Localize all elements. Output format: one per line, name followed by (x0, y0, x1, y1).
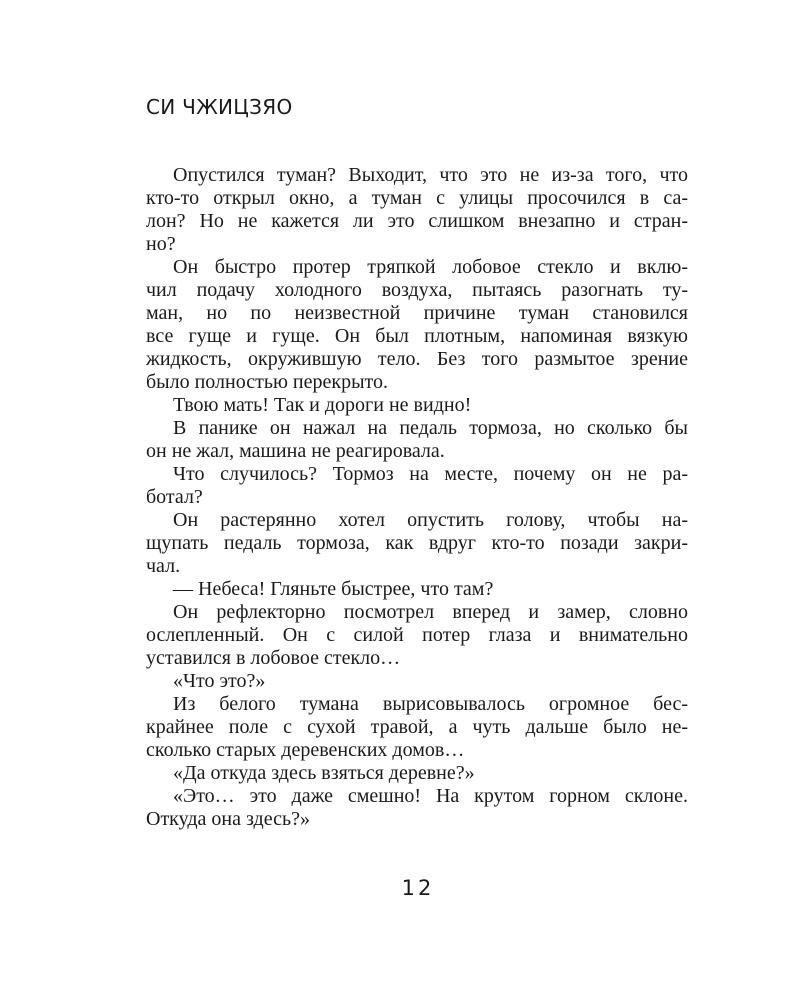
text-line: сколько старых деревенских домов… (146, 739, 465, 761)
text-line: «Что это?» (173, 670, 266, 692)
text-line: кто-то открыл окно, а туман с улицы просочился в са- (146, 187, 688, 209)
body-text (146, 164, 688, 831)
text-line: все гуще и гуще. Он был плотным, напоминая вязкую (146, 325, 688, 347)
text-line: «Да откуда здесь взяться деревне?» (173, 762, 475, 784)
text-line: Из белого тумана вырисовывалось огромное бес- (173, 693, 688, 715)
text-line: но? (146, 233, 176, 255)
text-line: ослепленный. Он с силой потер глаза и внимательно (146, 624, 688, 646)
text-line: чил подачу холодного воздуха, пытаясь разогнать ту- (146, 279, 688, 301)
text-line: крайнее поле с сухой травой, а чуть дальше было не- (146, 716, 688, 738)
page-number: 12 (401, 876, 435, 900)
text-line: щупать педаль тормоза, как вдруг кто-то позади закри- (146, 532, 688, 554)
text-line: Он быстро протер тряпкой лобовое стекло и вклю- (173, 256, 688, 278)
text-line: лон? Но не кажется ли это слишком внезапно и стран- (146, 210, 688, 232)
text-line: Он рефлекторно посмотрел вперед и замер, словно (173, 601, 688, 623)
text-line: В панике он нажал на педаль тормоза, но сколько бы (173, 417, 688, 439)
running-head: СИ ЧЖИЦЗЯО (146, 95, 293, 119)
text-line: он не жал, машина не реагировала. (146, 440, 445, 462)
text-line: жидкость, окружившую тело. Без того размытое зрение (146, 348, 688, 370)
text-line: Твою мать! Так и дороги не видно! (173, 394, 472, 416)
text-line: было полностью перекрыто. (146, 371, 388, 393)
text-line: «Это… это даже смешно! На крутом горном склоне. (173, 785, 688, 807)
text-line: ман, но по неизвестной причине туман становился (146, 302, 688, 324)
text-line: Откуда она здесь?» (146, 808, 310, 830)
text-line: — Небеса! Гляньте быстрее, что там? (173, 578, 494, 600)
text-line: уставился в лобовое стекло… (146, 647, 401, 669)
text-line: Он растерянно хотел опустить голову, чтобы на- (173, 509, 688, 531)
text-line: Опустился туман? Выходит, что это не из-за того, что (173, 164, 688, 186)
text-line: Что случилось? Тормоз на месте, почему он не ра- (173, 463, 688, 485)
text-line: ботал? (146, 486, 203, 508)
text-line: чал. (146, 555, 181, 577)
